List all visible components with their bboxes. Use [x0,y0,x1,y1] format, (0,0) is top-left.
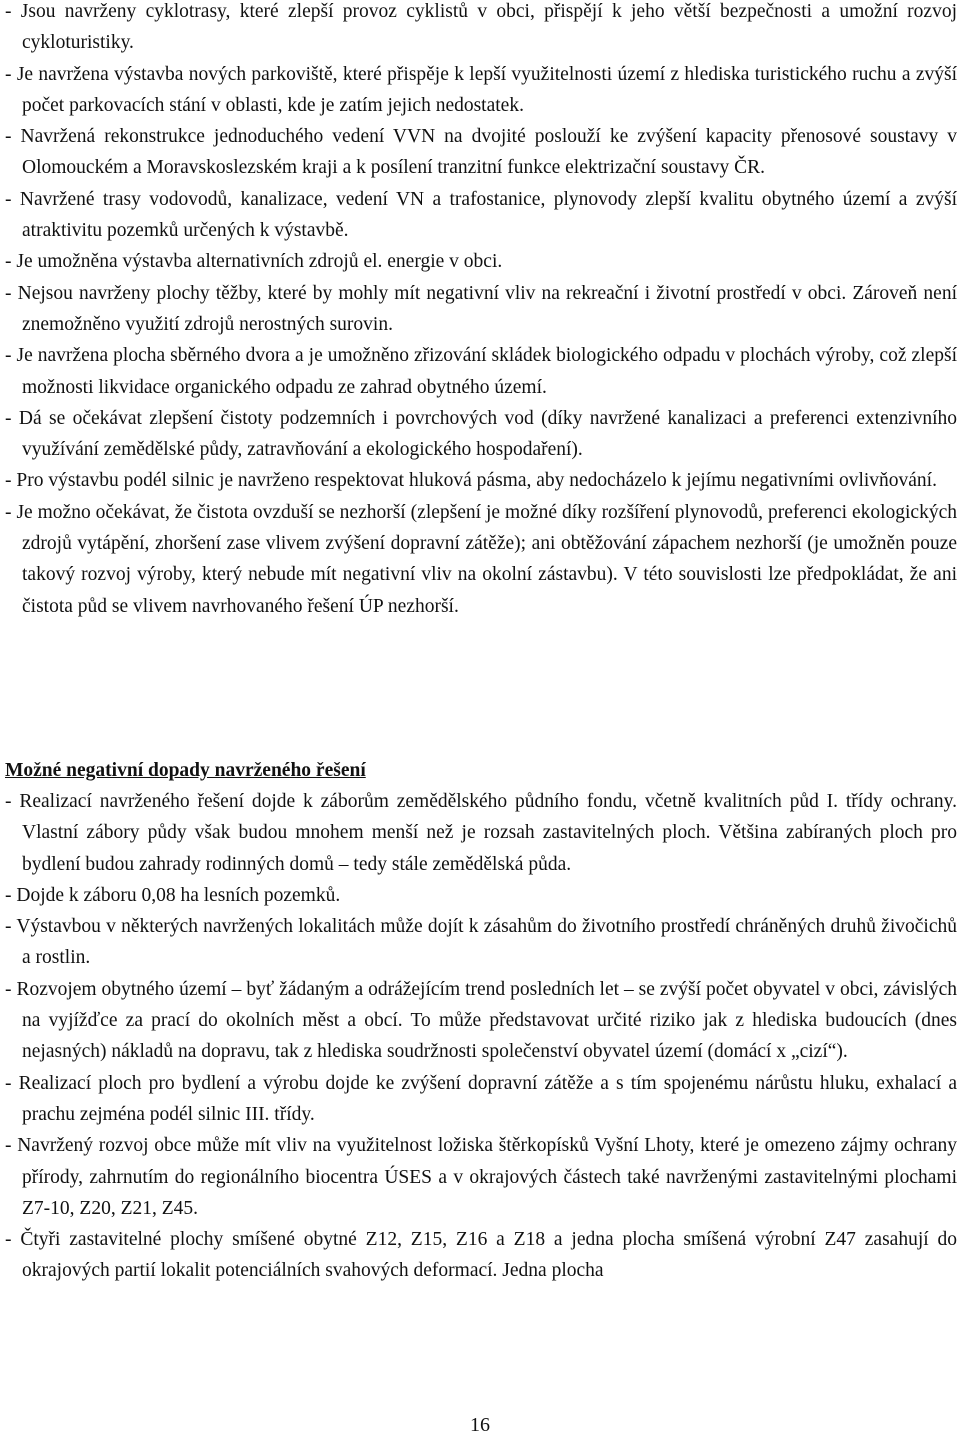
list-item: - Jsou navrženy cyklotrasy, které zlepší provoz cyklistů v obci, přispějí k jeho větší bezpečnosti a umožní rozvoj cykloturistiky. [5,1,957,54]
list-item: - Nejsou navrženy plochy těžby, které by mohly mít negativní vliv na rekreační i životní prostředí v obci. Zároveň není znemožněno využití zdrojů nerostných surovin. [5,282,957,335]
list-item: - Realizací ploch pro bydlení a výrobu dojde ke zvýšení dopravní zátěže a s tím spojenému nárůstu hluku, exhalací a prachu zejména podél silnic III. třídy. [5,1072,957,1125]
list-item: - Dojde k záboru 0,08 ha lesních pozemků. [5,884,341,906]
negative-impacts-section [5,755,957,1287]
list-item: - Je navržena výstavba nových parkoviště, které přispěje k lepší využitelnosti území z hlediska turistického ruchu a zvýší počet parkovacích stání v oblasti, kde je zatím jejich nedostatek. [5,63,957,116]
list-item: - Navržený rozvoj obce může mít vliv na využitelnost ložiska štěrkopísků Vyšní Lhoty, které je omezeno zájmy ochrany přírody, zahrnutím do regionálního biocentra ÚSES a v okrajových částech také navrženými zastavitelnými plochami Z7-10, Z20, Z21, Z45. [5,1135,957,1219]
list-item: - Je možno očekávat, že čistota ovzduší se nezhorší (zlepšení je možné díky rozšíření plynovodů, preferenci ekologických zdrojů vytápění, zhoršení zase vlivem zvýšení dopravní zátěže); ani obtěžování zápachem nezhorší (je umožněn pouze takový rozvoj výroby, který nebude mít negativní vliv na okolní zástavbu). V této souvislosti lze předpokládat, že ani čistota půd se vlivem navrhovaného řešení ÚP nezhorší. [5,501,957,617]
list-item: - Navržené trasy vodovodů, kanalizace, vedení VN a trafostanice, plynovody zlepší kvalitu obytného území a zvýší atraktivitu pozemků určených k výstavbě. [5,188,957,242]
list-item: - Je navržena plocha sběrného dvora a je umožněno zřizování skládek biologického odpadu v plochách výroby, což zlepší možnosti likvidace organického odpadu ze zahrad obytného území. [5,345,957,398]
list-item: - Je umožněna výstavba alternativních zdrojů el. energie v obci. [5,251,503,273]
list-item: - Rozvojem obytného území – byť žádaným a odrážejícím trend posledních let – se zvýší počet obyvatel v obci, závislých na vyjížďce za prací do okolních měst a obcí. To může představovat určité riziko jak z hlediska budoucích (dnes nejasných) nákladů na dopravu, tak z hlediska soudržnosti společenství obyvatel území (domácí x „cizí“). [5,978,957,1063]
section-heading: Možné negativní dopady navrženého řešení [5,760,366,781]
list-item: - Dá se očekávat zlepšení čistoty podzemních i povrchových vod (díky navržené kanalizaci a preferenci extenzivního využívání zemědělské půdy, zatravňování a ekologického hospodaření). [5,407,957,461]
list-item: - Pro výstavbu podél silnic je navrženo respektovat hluková pásma, aby nedocházelo k jejímu negativními ovlivňování. [5,470,937,492]
positive-impacts-list [5,0,957,622]
page-number: 16 [470,1414,490,1436]
list-item: - Výstavbou v některých navržených lokalitách může dojít k zásahům do životního prostředí chráněných druhů živočichů a rostlin. [5,916,957,969]
list-item: - Realizací navrženého řešení dojde k záborům zemědělského půdního fondu, včetně kvalitních půd I. třídy ochrany. Vlastní zábory půdy však budou mnohem menší než je rozsah zastavitelných ploch. Většina zabíraných ploch pro bydlení budou zahrady rodinných domů – tedy stále zemědělská půda. [5,791,957,875]
list-item: - Navržená rekonstrukce jednoduchého vedení VVN na dvojité poslouží ke zvýšení kapacity přenosové soustavy v Olomouckém a Moravskoslezském kraji a k posílení tranzitní funkce elektrizační soustavy ČR. [5,126,957,179]
list-item: - Čtyři zastavitelné plochy smíšené obytné Z12, Z15, Z16 a Z18 a jedna plocha smíšená výrobní Z47 zasahují do okrajových partií lokalit potenciálních svahových deformací. Jedna plocha [5,1229,957,1282]
